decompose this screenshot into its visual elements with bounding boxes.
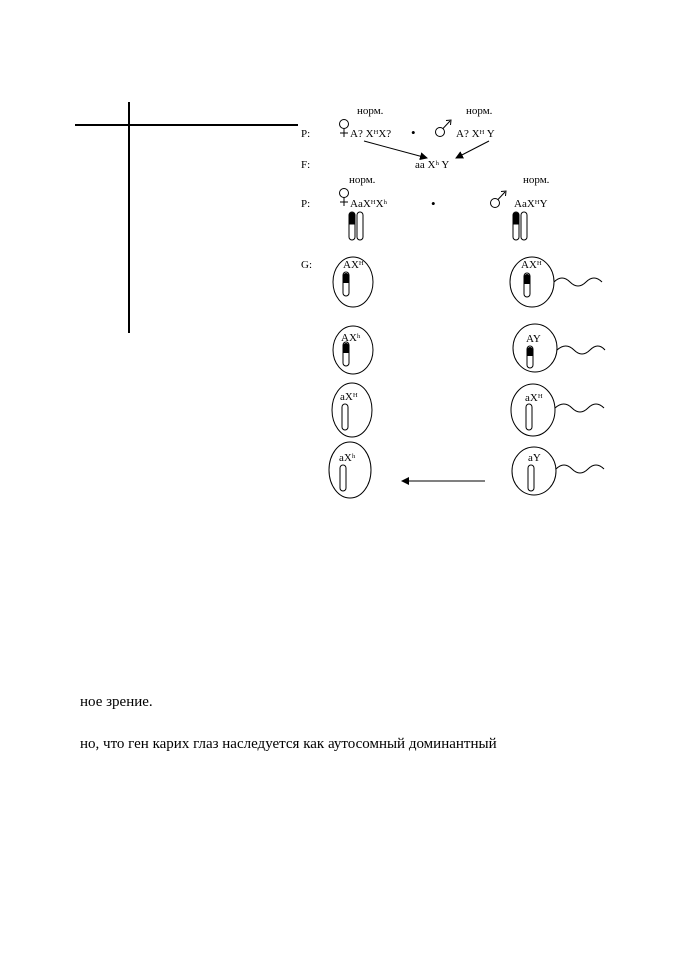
egg-cell	[333, 257, 373, 307]
egg-cell	[332, 383, 372, 437]
sperm-genotype: aY	[528, 452, 541, 464]
male-symbol-icon	[436, 120, 452, 137]
arrow-mother-to-child	[364, 141, 427, 158]
egg-cell	[329, 442, 371, 498]
sperm-cell	[510, 257, 602, 307]
egg-cell	[333, 326, 373, 374]
sperm-genotype: AXᴴ	[521, 259, 542, 271]
row-label-g: G:	[301, 259, 312, 271]
sperm-genotype: AY	[526, 333, 541, 345]
egg-genotype: AXʰ	[341, 332, 361, 344]
sperm-genotype: aXᴴ	[525, 392, 543, 404]
female-symbol-icon	[340, 120, 349, 138]
child-genotype: aa Xʰ Y	[415, 159, 450, 171]
cross-dot-2: •	[431, 196, 436, 211]
mother-chromosome-pair	[349, 212, 363, 240]
norm-label-mother-1: норм.	[357, 105, 384, 117]
father-chromosome-pair	[513, 212, 527, 240]
egg-genotype: AXᴴ	[343, 259, 364, 271]
father-genotype-2: AaXᴴY	[514, 198, 548, 210]
cross-dot-1: •	[411, 125, 416, 140]
sperm-cell	[511, 384, 604, 436]
norm-label-father-1: норм.	[466, 105, 493, 117]
female-symbol-icon	[340, 189, 349, 207]
mother-genotype-2: AaXᴴXʰ	[350, 198, 388, 210]
arrow-father-to-child	[456, 141, 489, 158]
row-label-p2: P:	[301, 198, 311, 210]
row-label-f: F:	[301, 159, 311, 171]
egg-genotype: aXʰ	[339, 452, 356, 464]
male-symbol-icon	[491, 191, 507, 208]
sperm-cell	[512, 447, 604, 495]
sperm-cell	[513, 324, 605, 372]
mother-genotype-1: A? XᴴX?	[350, 128, 392, 140]
text-line-2: но, что ген карих глаз наследуется как аутосомный доминантный	[80, 736, 497, 752]
norm-label-father-2: норм.	[523, 174, 550, 186]
norm-label-mother-2: норм.	[349, 174, 376, 186]
egg-genotype: aXᴴ	[340, 391, 358, 403]
father-genotype-1: A? Xᴴ Y	[456, 128, 495, 140]
text-line-1: ное зрение.	[80, 694, 153, 710]
row-label-p1: P:	[301, 128, 311, 140]
